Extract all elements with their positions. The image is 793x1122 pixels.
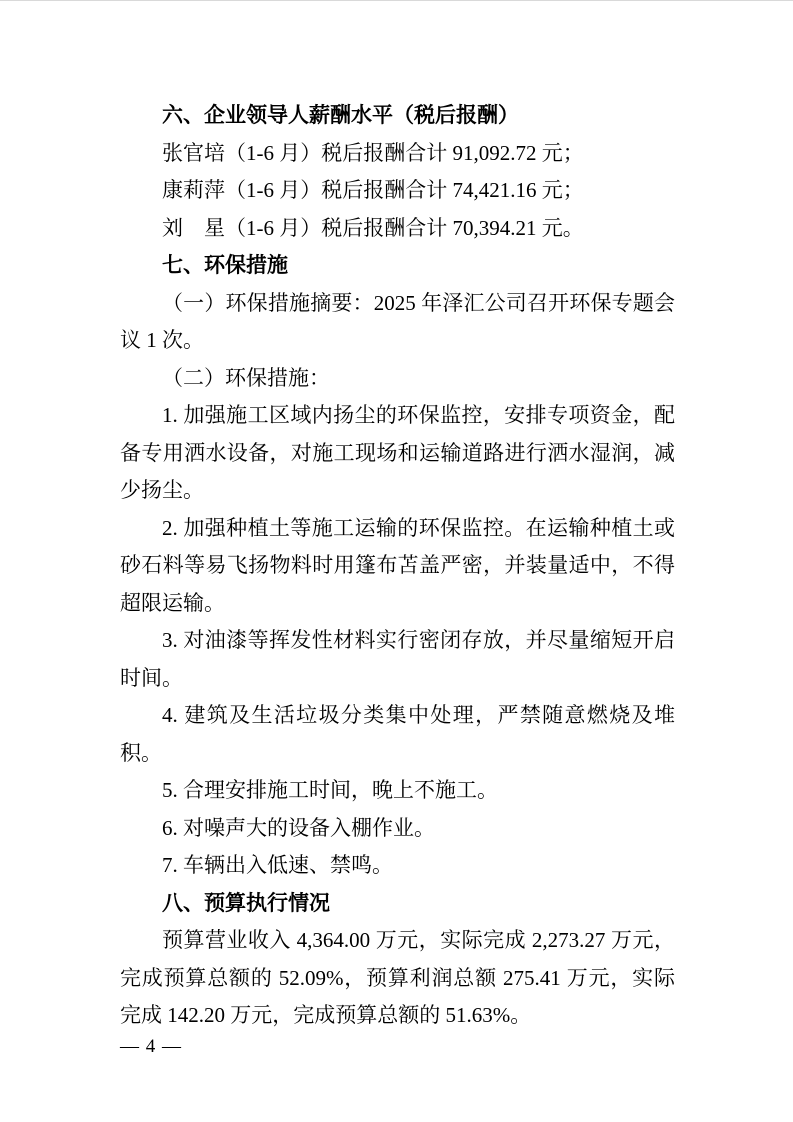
paragraph: 4. 建筑及生活垃圾分类集中处理，严禁随意燃烧及堆积。 — [120, 703, 675, 765]
paragraph: 预算营业收入 4,364.00 万元，实际完成 2,273.27 万元，完成预算总额的 52.09%，预算利润总额 275.41 万元，实际完成 142.20 万元，完成预算总额的 51.63%。 — [120, 928, 675, 1027]
section-heading: 六、企业领导人薪酬水平（税后报酬） — [162, 104, 519, 127]
paragraph: （二）环保措施： — [162, 365, 330, 390]
page-number: — 4 — — [120, 1036, 182, 1057]
paragraph: （一）环保措施摘要：2025 年泽汇公司召开环保专题会议 1 次。 — [120, 290, 675, 352]
paragraph: 刘 星（1-6 月）税后报酬合计 70,394.21 元。 — [162, 215, 584, 240]
document-content — [120, 97, 675, 1035]
section-heading: 八、预算执行情况 — [162, 891, 330, 915]
paragraph: 2. 加强种植土等施工运输的环保监控。在运输种植土或砂石料等易飞扬物料时用篷布苫盖严密，并装量适中，不得超限运输。 — [120, 515, 675, 615]
paragraph: 张官培（1-6 月）税后报酬合计 91,092.72 元； — [162, 140, 584, 165]
paragraph: 1. 加强施工区域内扬尘的环保监控，安排专项资金，配备专用洒水设备，对施工现场和运输道路进行洒水湿润，减少扬尘。 — [120, 403, 675, 502]
paragraph: 5. 合理安排施工时间，晚上不施工。 — [162, 778, 498, 802]
section-heading: 七、环保措施 — [162, 254, 288, 277]
paragraph: 3. 对油漆等挥发性材料实行密闭存放，并尽量缩短开启时间。 — [120, 628, 675, 690]
paragraph: 6. 对噪声大的设备入棚作业。 — [162, 815, 435, 840]
paragraph: 7. 车辆出入低速、禁鸣。 — [162, 853, 393, 877]
paragraph: 康莉萍（1-6 月）税后报酬合计 74,421.16 元； — [162, 178, 584, 202]
